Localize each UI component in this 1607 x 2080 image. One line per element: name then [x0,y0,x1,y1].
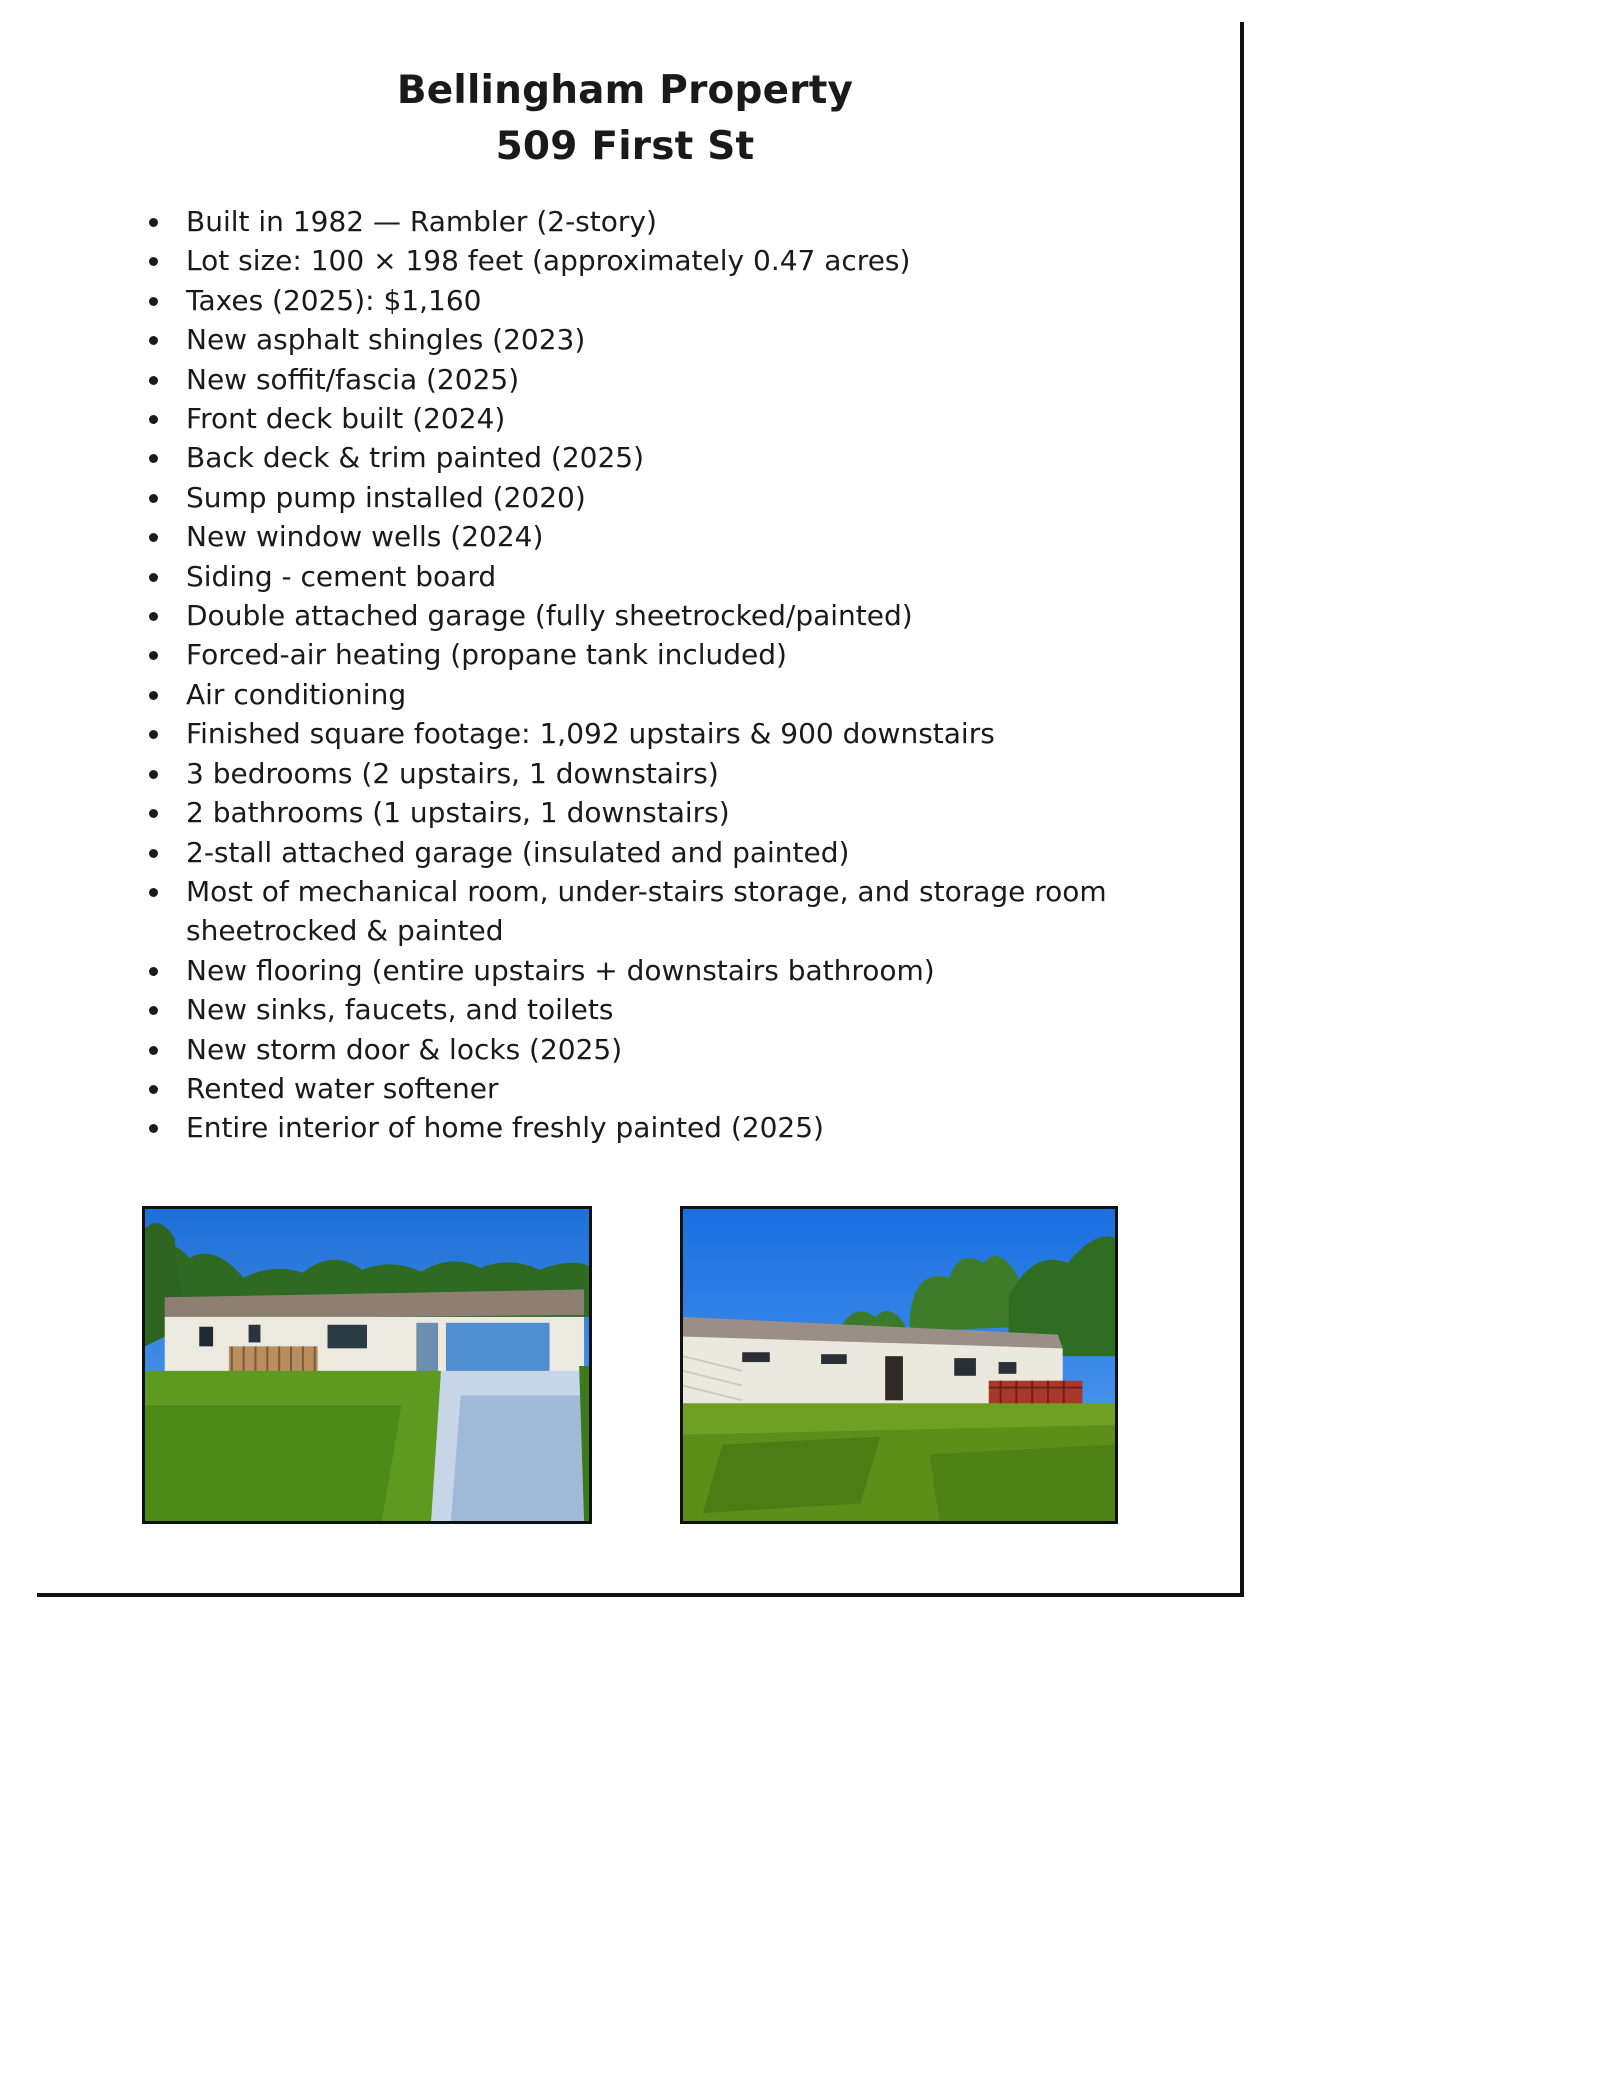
bullet-icon [149,297,158,306]
bullet-icon [149,1006,158,1015]
list-item: New asphalt shingles (2023) [140,320,1140,359]
page-border-bottom [37,1593,1244,1597]
list-item: New flooring (entire upstairs + downstairs bathroom) [140,951,1140,990]
bullet-icon [149,415,158,424]
page-border-right [1240,22,1244,1597]
list-item: New soffit/fascia (2025) [140,360,1140,399]
list-item: Built in 1982 — Rambler (2-story) [140,202,1140,241]
list-item: New window wells (2024) [140,517,1140,556]
bullet-icon [149,691,158,700]
bullet-icon [149,533,158,542]
bullet-icon [149,257,158,266]
bullet-icon [149,376,158,385]
list-item: Entire interior of home freshly painted (2025) [140,1108,1140,1147]
list-item: 2-stall attached garage (insulated and painted) [140,833,1140,872]
bullet-icon [149,1124,158,1133]
house-back-photo [680,1206,1118,1524]
list-item: Siding - cement board [140,557,1140,596]
list-item: New sinks, faucets, and toilets [140,990,1140,1029]
list-item: Double attached garage (fully sheetrocked/painted) [140,596,1140,635]
bullet-icon [149,967,158,976]
list-item: Front deck built (2024) [140,399,1140,438]
list-item: Lot size: 100 × 198 feet (approximately 0.47 acres) [140,241,1140,280]
bullet-icon [149,1046,158,1055]
list-item: Most of mechanical room, under-stairs storage, and storage room sheetrocked & painted [140,872,1140,951]
list-item: Taxes (2025): $1,160 [140,281,1140,320]
house-front-photo [142,1206,592,1524]
bullet-icon [149,730,158,739]
list-item: New storm door & locks (2025) [140,1030,1140,1069]
house-front-image [145,1209,589,1521]
list-item: Finished square footage: 1,092 upstairs & 900 downstairs [140,714,1140,753]
bullet-icon [149,651,158,660]
property-title: Bellingham Property [396,68,854,113]
bullet-icon [149,218,158,227]
list-item: Forced-air heating (propane tank included) [140,635,1140,674]
property-address: 509 First St [495,124,755,169]
list-item: Sump pump installed (2020) [140,478,1140,517]
bullet-icon [149,494,158,503]
bullet-icon [149,849,158,858]
list-item: 2 bathrooms (1 upstairs, 1 downstairs) [140,793,1140,832]
list-item: 3 bedrooms (2 upstairs, 1 downstairs) [140,754,1140,793]
list-item: Air conditioning [140,675,1140,714]
bullet-icon [149,336,158,345]
bullet-icon [149,454,158,463]
bullet-icon [149,1085,158,1094]
list-item: Rented water softener [140,1069,1140,1108]
bullet-icon [149,573,158,582]
feature-list [140,202,1140,1148]
house-back-image [683,1209,1115,1521]
bullet-icon [149,770,158,779]
bullet-icon [149,612,158,621]
bullet-icon [149,888,158,897]
bullet-icon [149,809,158,818]
list-item: Back deck & trim painted (2025) [140,438,1140,477]
